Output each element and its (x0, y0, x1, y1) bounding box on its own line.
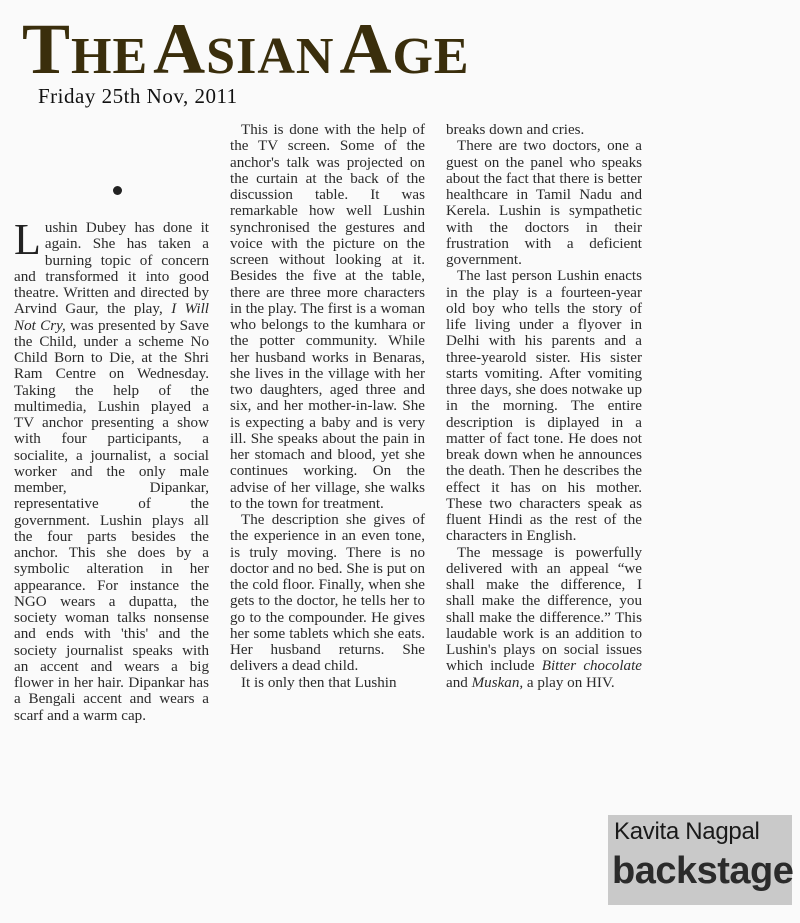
paragraph-5: There are two doctors, one a guest on the panel who speaks about the fact that there is better healthcare in Tamil Nadu and Kerela. Lushin is sympathetic with the doctors in their frustration with a deficient government. (446, 138, 642, 268)
masthead-the-initial: T (22, 9, 72, 89)
column-title: backstage (612, 850, 794, 892)
article-column-1 (14, 215, 209, 724)
bullet-dot (113, 186, 122, 195)
author-name: Kavita Nagpal (614, 818, 760, 845)
paragraph-6: The last person Lushin enacts in the play is a fourteen-year old boy who tells the story of life living under a flyover in Delhi with his parents and a three-yearold sister. His sister starts vomiting. After vomiting three days, she does notwake up in the morning. The entire description is diplayed in a matter of fact tone. He does not break down when he announces the death. Then he describes the effect it has on his mother. These two characters speak as fluent Hindi as the rest of the characters in English. (446, 268, 642, 545)
play-title-bitter-chocolate: Bitter chocolate (541, 658, 642, 675)
masthead-age-initial: A (339, 9, 393, 89)
play-title-muskan: Muskan, (471, 674, 524, 691)
paragraph-7 (446, 545, 642, 691)
publication-date: Friday 25th Nov, 2011 (38, 84, 238, 108)
masthead-the-rest: HE (71, 28, 149, 85)
article-column-3 (446, 122, 642, 691)
paragraph-1-text-a: ushin Dubey has done it again. She has taken a burning topic of concern and transformed it into good theatre. Written and directed by Arvind Gaur, the play, (14, 220, 209, 318)
paragraph-7-text-a: The message is powerfully delivered with an appeal “we shall make the difference, I shall make the difference, you shall make the difference.” This laudable work is an addition to Lushin's plays on social issues which include (446, 544, 642, 675)
masthead-asian-initial: A (153, 9, 207, 89)
paragraph-4-start: It is only then that Lushin (241, 674, 397, 691)
paragraph-3: The description she gives of the experience in an even tone, is truly moving. There is no doctor and no bed. She is put on the cold floor. Finally, when she gets to the doctor, he tells her to go to the compounder. He gives her some tablets which she eats. Her husband returns. She delivers a dead child. (230, 512, 425, 675)
paragraph-7-text-b: a play on HIV. (523, 674, 615, 691)
paragraph-1 (14, 215, 209, 724)
play-title: I Will Not Cry, (14, 301, 209, 334)
paragraph-4-end: breaks down and cries. (446, 122, 585, 138)
article-column-2 (230, 122, 425, 691)
masthead-asian-rest: SIAN (206, 28, 335, 85)
paragraph-7-and: and (446, 674, 472, 691)
paragraph-2: This is done with the help of the TV screen. Some of the anchor's talk was projected on the curtain at the back of the discussion table. It was remarkable how well Lushin synchronised the gestures and voice with the picture on the screen without looking at it. Besides the five at the table, there are three more characters in the play. The first is a woman who belongs to the kumhara or the potter community. While her husband works in Benaras, she lives in the village with her two daughters, aged three and six, and her mother-in-law. She is expecting a baby and is very ill. She speaks about the pain in her stomach and blood, yet she continues working. On the advise of her village, she walks to the town for treatment. (230, 122, 425, 512)
newspaper-masthead (22, 8, 502, 89)
drop-cap: L (14, 215, 41, 264)
masthead-age-rest: GE (392, 28, 470, 85)
paragraph-1-text-b: was presented by Save the Child, under a scheme No Child Born to Die, at the Shri Ram Centre on Wednesday. Taking the help of the multimedia, Lushin played a TV anchor presenting a show with four participants, a socialite, a journalist, a social worker and the only male member, Dipankar, representative of the government. Lushin plays all the four parts besides the anchor. This she does by a symbolic alteration in her appearance. For instance the NGO wears a dupatta, the society woman talks nonsense and ends with 'this' and the society journalist speaks with an accent and wears a big flower in her hair. Dipankar has a Bengali accent and wears a scarf and a warm cap. (14, 317, 209, 724)
